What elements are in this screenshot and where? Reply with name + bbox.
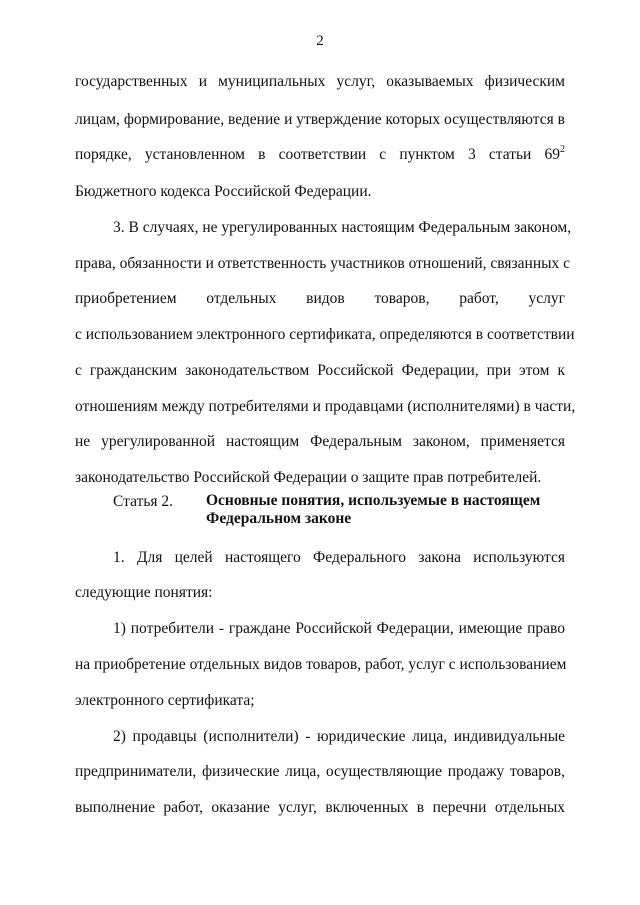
article-label: Статья 2. — [113, 493, 174, 510]
paragraph-line: на приобретение отдельных видов товаров, работ, услуг с использованием — [75, 656, 567, 673]
paragraph-line: права, обязанности и ответственность участников отношений, связанных с — [75, 255, 571, 272]
paragraph-line: лицам, формирование, ведение и утверждение которых осуществляются в — [75, 111, 565, 128]
paragraph-line: 1. Для целей настоящего Федерального закона используются — [113, 549, 565, 566]
paragraph-line: 1) потребители - граждане Российской Федерации, имеющие право — [113, 620, 565, 637]
article-title — [206, 492, 566, 528]
paragraph-line: 2) продавцы (исполнители) - юридические лица, индивидуальные — [113, 728, 565, 745]
paragraph-line: государственных и муниципальных услуг, оказываемых физическим — [75, 73, 565, 90]
paragraph-line: законодательство Российской Федерации о защите прав потребителей. — [75, 469, 542, 486]
paragraph-line: приобретением отдельных видов товаров, работ, услуг — [75, 290, 565, 307]
paragraph-line: выполнение работ, оказание услуг, включенных в перечни отдельных — [75, 799, 565, 816]
paragraph-line-with-superscript — [75, 145, 565, 165]
paragraph-line: отношениям между потребителями и продавцами (исполнителями) в части, — [75, 398, 576, 415]
paragraph-line: следующие понятия: — [75, 584, 213, 601]
paragraph-line: не урегулированной настоящим Федеральным законом, применяется — [75, 433, 565, 450]
paragraph-line: с гражданским законодательством Российской Федерации, при этом к — [75, 362, 565, 379]
paragraph-line: электронного сертификата; — [75, 692, 255, 709]
paragraph-line-text: порядке, установленном в соответствии с пунктом 3 статьи 69 — [75, 146, 560, 163]
paragraph-line: с использованием электронного сертификата, определяются в соответствии — [75, 326, 575, 343]
paragraph-line: предприниматели, физические лица, осуществляющие продажу товаров, — [75, 763, 565, 780]
page-number: 2 — [316, 33, 324, 49]
paragraph-line: 3. В случаях, не урегулированных настоящим Федеральным законом, — [113, 219, 572, 236]
article-title-line: Федеральном законе — [206, 510, 352, 527]
paragraph-line: Бюджетного кодекса Российской Федерации. — [75, 183, 372, 200]
superscript: 2 — [560, 144, 565, 155]
article-title-line: Основные понятия, используемые в настоящем — [206, 492, 541, 509]
